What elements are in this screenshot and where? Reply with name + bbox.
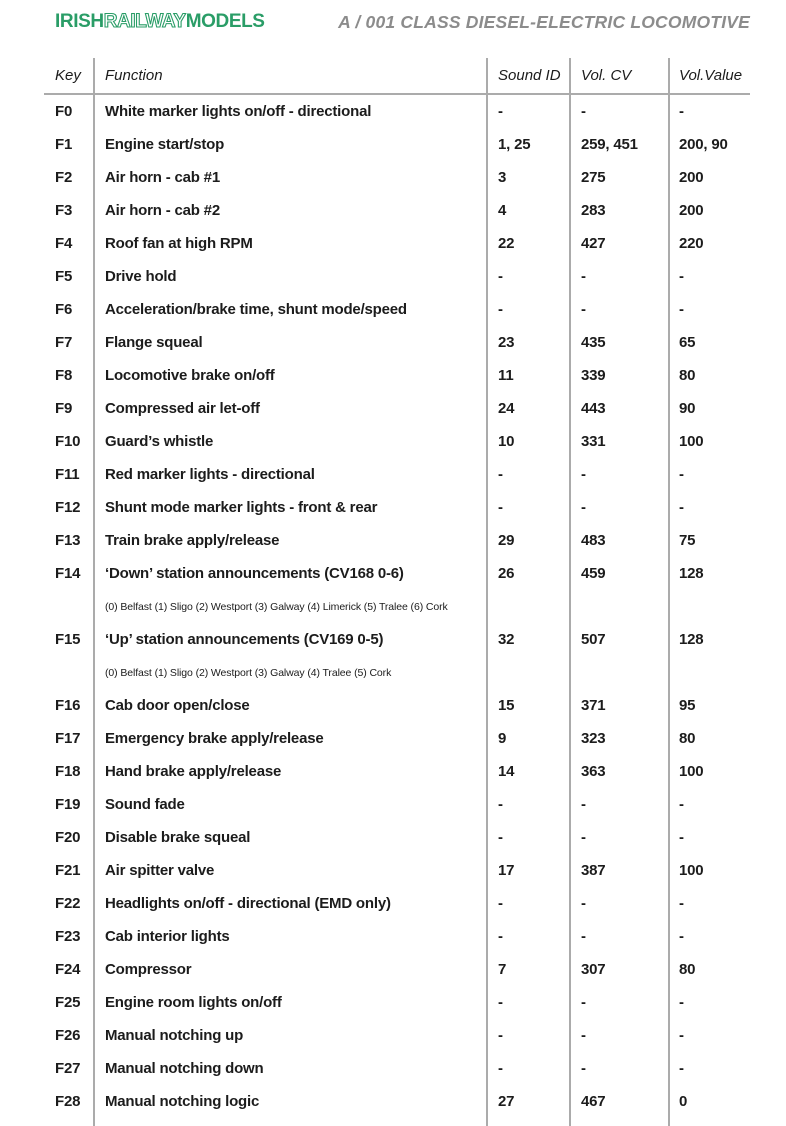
sound-id-cell: - [498,895,503,912]
sound-id-cell: - [498,1060,503,1077]
vol-cv-cell: 363 [581,763,606,780]
table-row [44,1019,750,1052]
key-cell: F17 [55,730,81,747]
table-row [44,458,750,491]
vol-value-cell: - [679,499,684,516]
vol-cv-cell: - [581,466,586,483]
column-header-key: Key [55,67,81,84]
column-header-sound-id: Sound ID [498,67,561,84]
sound-id-cell: - [498,994,503,1011]
vol-cv-cell: 435 [581,334,606,351]
sound-id-cell: 32 [498,631,515,648]
sound-id-cell: - [498,301,503,318]
vol-value-cell: - [679,928,684,945]
vol-value-cell: 200 [679,169,704,186]
function-cell: White marker lights on/off - directional [105,103,372,120]
sound-id-cell: - [498,499,503,516]
sound-id-cell: 27 [498,1093,515,1110]
function-cell: Air spitter valve [105,862,215,879]
key-cell: F11 [55,466,80,483]
table-row [44,161,750,194]
key-cell: F27 [55,1060,81,1077]
vol-value-cell: - [679,1060,684,1077]
vol-cv-cell: 323 [581,730,606,747]
vol-value-cell: 200, 90 [679,136,728,153]
key-cell: F10 [55,433,81,450]
sound-id-cell: 17 [498,862,515,879]
function-cell: Cab door open/close [105,697,250,714]
vol-value-cell: 128 [679,631,704,648]
function-cell: Manual notching logic [105,1093,260,1110]
key-cell: F1 [55,136,73,153]
key-cell: F7 [55,334,73,351]
vol-value-cell: 200 [679,202,704,219]
key-cell: F20 [55,829,81,846]
vol-value-cell: 0 [679,1093,688,1110]
function-cell: Acceleration/brake time, shunt mode/speed [105,301,407,318]
table-row [44,326,750,359]
sound-id-cell: - [498,796,503,813]
sound-id-cell: - [498,103,503,120]
vol-value-cell: 100 [679,763,704,780]
vol-value-cell: 128 [679,565,704,582]
table-note-row [44,656,750,689]
key-cell: F28 [55,1093,81,1110]
key-cell: F22 [55,895,81,912]
function-cell: Hand brake apply/release [105,763,282,780]
function-cell: ‘Down’ station announcements (CV168 0-6) [105,565,404,582]
table-row [44,524,750,557]
vol-cv-cell: - [581,829,586,846]
key-cell: F4 [55,235,73,252]
sound-id-cell: - [498,466,503,483]
vol-cv-cell: 387 [581,862,606,879]
table-row [44,359,750,392]
key-cell: F23 [55,928,81,945]
key-cell: F5 [55,268,73,285]
table-body [44,95,750,1118]
function-cell: Compressor [105,961,192,978]
function-key-table [44,58,750,1126]
key-cell: F19 [55,796,81,813]
vol-cv-cell: - [581,796,586,813]
function-cell: Headlights on/off - directional (EMD only) [105,895,391,912]
column-header-vol-value: Vol.Value [679,67,743,84]
vol-value-cell: - [679,268,684,285]
key-cell: F8 [55,367,73,384]
table-row [44,887,750,920]
table-row [44,227,750,260]
vol-cv-cell: - [581,499,586,516]
sound-id-cell: - [498,829,503,846]
table-row [44,557,750,590]
key-cell: F12 [55,499,81,516]
sound-id-cell: 24 [498,400,515,417]
function-cell: Disable brake squeal [105,829,251,846]
vol-cv-cell: - [581,1060,586,1077]
vol-value-cell: - [679,466,684,483]
vol-value-cell: 80 [679,730,696,747]
sound-id-cell: - [498,1027,503,1044]
function-cell: Manual notching down [105,1060,264,1077]
key-cell: F26 [55,1027,81,1044]
table-row [44,722,750,755]
key-cell: F25 [55,994,81,1011]
logo-models: MODELS [185,11,265,32]
vol-cv-cell: 275 [581,169,606,186]
function-cell: Sound fade [105,796,185,813]
vol-value-cell: - [679,301,684,318]
vol-cv-cell: 467 [581,1093,606,1110]
table-row [44,1052,750,1085]
table-row [44,755,750,788]
key-cell: F6 [55,301,73,318]
vol-value-cell: - [679,895,684,912]
sound-id-cell: 1, 25 [498,136,531,153]
vol-value-cell: - [679,994,684,1011]
vol-value-cell: 220 [679,235,704,252]
vol-value-cell: - [679,829,684,846]
function-cell: Emergency brake apply/release [105,730,324,747]
table-row [44,260,750,293]
vol-cv-cell: 483 [581,532,606,549]
function-cell: Engine start/stop [105,136,225,153]
vol-cv-cell: 331 [581,433,606,450]
key-cell: F18 [55,763,81,780]
function-cell: Train brake apply/release [105,532,280,549]
vol-value-cell: 90 [679,400,696,417]
table-row [44,392,750,425]
vol-value-cell: - [679,1027,684,1044]
table-row [44,95,750,128]
vol-cv-cell: 443 [581,400,606,417]
function-cell: Engine room lights on/off [105,994,282,1011]
vol-value-cell: 80 [679,961,696,978]
vol-cv-cell: - [581,301,586,318]
sound-id-cell: - [498,928,503,945]
function-cell: Drive hold [105,268,177,285]
sound-id-cell: - [498,268,503,285]
brand-logo [55,11,265,33]
function-cell: Flange squeal [105,334,203,351]
vol-cv-cell: 307 [581,961,606,978]
key-cell: F9 [55,400,73,417]
document-title: A / 001 CLASS DIESEL-ELECTRIC LOCOMOTIVE [338,12,750,32]
table-row [44,128,750,161]
vol-value-cell: 100 [679,433,704,450]
sound-id-cell: 11 [498,367,514,384]
table-row [44,986,750,1019]
station-list-note: (0) Belfast (1) Sligo (2) Westport (3) Galway (4) Limerick (5) Tralee (6) Cork [105,600,448,613]
vol-cv-cell: 371 [581,697,606,714]
function-cell: Shunt mode marker lights - front & rear [105,499,378,516]
key-cell: F14 [55,565,81,582]
vol-value-cell: 65 [679,334,696,351]
function-cell: Guard’s whistle [105,433,214,450]
vol-value-cell: - [679,103,684,120]
vol-value-cell: 100 [679,862,704,879]
table-row [44,623,750,656]
sound-id-cell: 3 [498,169,507,186]
vol-cv-cell: - [581,268,586,285]
table-row [44,854,750,887]
key-cell: F2 [55,169,73,186]
table-row [44,788,750,821]
key-cell: F0 [55,103,73,120]
function-cell: Locomotive brake on/off [105,367,275,384]
table-row [44,689,750,722]
key-cell: F15 [55,631,81,648]
vol-cv-cell: - [581,895,586,912]
table-note-row [44,590,750,623]
sound-id-cell: 22 [498,235,515,252]
table-row [44,194,750,227]
vol-value-cell: - [679,796,684,813]
table-row [44,920,750,953]
key-cell: F24 [55,961,81,978]
sound-id-cell: 14 [498,763,515,780]
station-list-note: (0) Belfast (1) Sligo (2) Westport (3) Galway (4) Tralee (5) Cork [105,666,392,679]
column-header-vol-cv: Vol. CV [581,67,632,84]
key-cell: F16 [55,697,81,714]
key-cell: F13 [55,532,81,549]
sound-id-cell: 4 [498,202,507,219]
function-cell: Compressed air let-off [105,400,260,417]
table-row [44,491,750,524]
sound-id-cell: 9 [498,730,507,747]
vol-value-cell: 95 [679,697,696,714]
table-row [44,293,750,326]
sound-id-cell: 15 [498,697,515,714]
function-cell: Roof fan at high RPM [105,235,253,252]
function-cell: Manual notching up [105,1027,244,1044]
table-row [44,1085,750,1118]
key-cell: F3 [55,202,73,219]
function-cell: Air horn - cab #1 [105,169,220,186]
sound-id-cell: 23 [498,334,515,351]
vol-cv-cell: - [581,994,586,1011]
logo-railway: RAILWAY [103,11,186,32]
vol-cv-cell: - [581,928,586,945]
function-cell: Air horn - cab #2 [105,202,220,219]
table-row [44,953,750,986]
function-cell: Red marker lights - directional [105,466,315,483]
sound-id-cell: 7 [498,961,507,978]
sound-id-cell: 29 [498,532,515,549]
vol-cv-cell: 259, 451 [581,136,638,153]
vol-cv-cell: 507 [581,631,606,648]
table-header-row [44,58,750,93]
function-cell: ‘Up’ station announcements (CV169 0-5) [105,631,384,648]
sound-id-cell: 10 [498,433,515,450]
table-row [44,425,750,458]
vol-cv-cell: 283 [581,202,606,219]
vol-cv-cell: 427 [581,235,606,252]
vol-cv-cell: 459 [581,565,606,582]
function-cell: Cab interior lights [105,928,230,945]
vol-value-cell: 75 [679,532,696,549]
table-row [44,821,750,854]
logo-irish: IRISH [55,11,104,32]
vol-cv-cell: 339 [581,367,606,384]
column-header-function: Function [105,67,163,84]
vol-value-cell: 80 [679,367,696,384]
vol-cv-cell: - [581,103,586,120]
sound-id-cell: 26 [498,565,515,582]
key-cell: F21 [55,862,81,879]
vol-cv-cell: - [581,1027,586,1044]
